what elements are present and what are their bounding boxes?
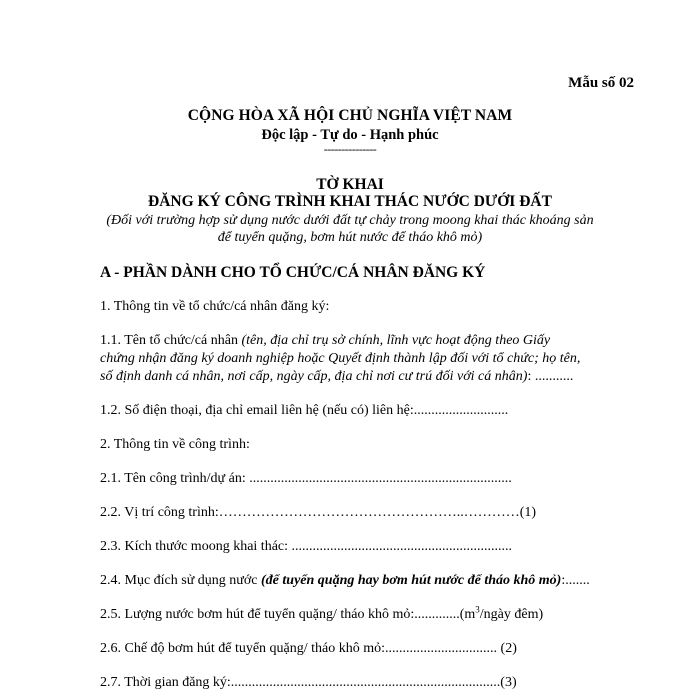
item-1-1-label: 1.1. Tên tổ chức/cá nhân — [100, 333, 242, 348]
document-note-line-1: (Đối với trường hợp sử dụng nước dưới đất tự chảy trong moong khai thác khoáng sản — [106, 213, 594, 228]
item-2-4-dots: :....... — [561, 573, 590, 588]
item-2-6: 2.6. Chế độ bơm hút để tuyển quặng/ tháo khô mỏ:................................ (2) — [100, 641, 517, 656]
item-2-5 — [100, 604, 544, 623]
national-motto: Độc lập - Tự do - Hạnh phúc — [261, 127, 439, 143]
item-1-1-note-1: (tên, địa chỉ trụ sở chính, lĩnh vực hoạt động theo Giấy — [241, 333, 551, 348]
item-2-4-label: 2.4. Mục đích sử dụng nước — [100, 573, 262, 588]
item-2-3: 2.3. Kích thước moong khai thác: ............................................................... — [100, 539, 513, 554]
item-2-7: 2.7. Thời gian đăng ký:.............................................................................(3) — [100, 675, 517, 690]
country-name: CỘNG HÒA XÃ HỘI CHỦ NGHĨA VIỆT NAM — [187, 107, 513, 124]
form-code: Mẫu số 02 — [568, 75, 634, 91]
item-2-5-text: 2.5. Lượng nước bơm hút để tuyển quặng/ tháo khô mỏ:.............(m — [100, 607, 476, 622]
header-divider: --------------- — [323, 142, 377, 156]
item-2-5-superscript: 3 — [475, 604, 480, 615]
section-a-heading: A - PHẦN DÀNH CHO TỔ CHỨC/CÁ NHÂN ĐĂNG KÝ — [100, 264, 486, 281]
item-2-5-unit: /ngày đêm) — [479, 607, 544, 622]
document-note-line-2: để tuyển quặng, bơm hút nước để tháo khô mỏ) — [217, 230, 483, 245]
item-1-1-line-1 — [100, 333, 550, 349]
document-subtitle: ĐĂNG KÝ CÔNG TRÌNH KHAI THÁC NƯỚC DƯỚI ĐẤT — [148, 193, 552, 210]
item-1-1-dots: : ........... — [527, 369, 574, 384]
item-2-heading: 2. Thông tin về công trình: — [100, 437, 250, 452]
item-2-1: 2.1. Tên công trình/dự án: ........................................................................... — [100, 471, 512, 486]
item-1-1-line-3 — [100, 369, 573, 385]
item-1-2: 1.2. Số điện thoại, địa chỉ email liên hệ (nếu có) liên hệ:........................... — [100, 403, 509, 418]
item-1-heading: 1. Thông tin về tổ chức/cá nhân đăng ký: — [100, 299, 330, 314]
item-2-4 — [100, 573, 590, 589]
item-2-4-note: (để tuyển quặng hay bơm hút nước để tháo khô mỏ) — [261, 573, 562, 588]
item-1-1-note-3: số định danh cá nhân, nơi cấp, ngày cấp, địa chỉ nơi cư trú đối với cá nhân) — [100, 369, 528, 384]
item-2-2: 2.2. Vị trí công trình:……………………………………………..…………(1) — [100, 505, 537, 520]
item-1-1-note-2: chứng nhận đăng ký doanh nghiệp hoặc Quyết định thành lập đối với tổ chức; họ tên, — [100, 351, 581, 366]
document-title: TỜ KHAI — [316, 176, 384, 193]
